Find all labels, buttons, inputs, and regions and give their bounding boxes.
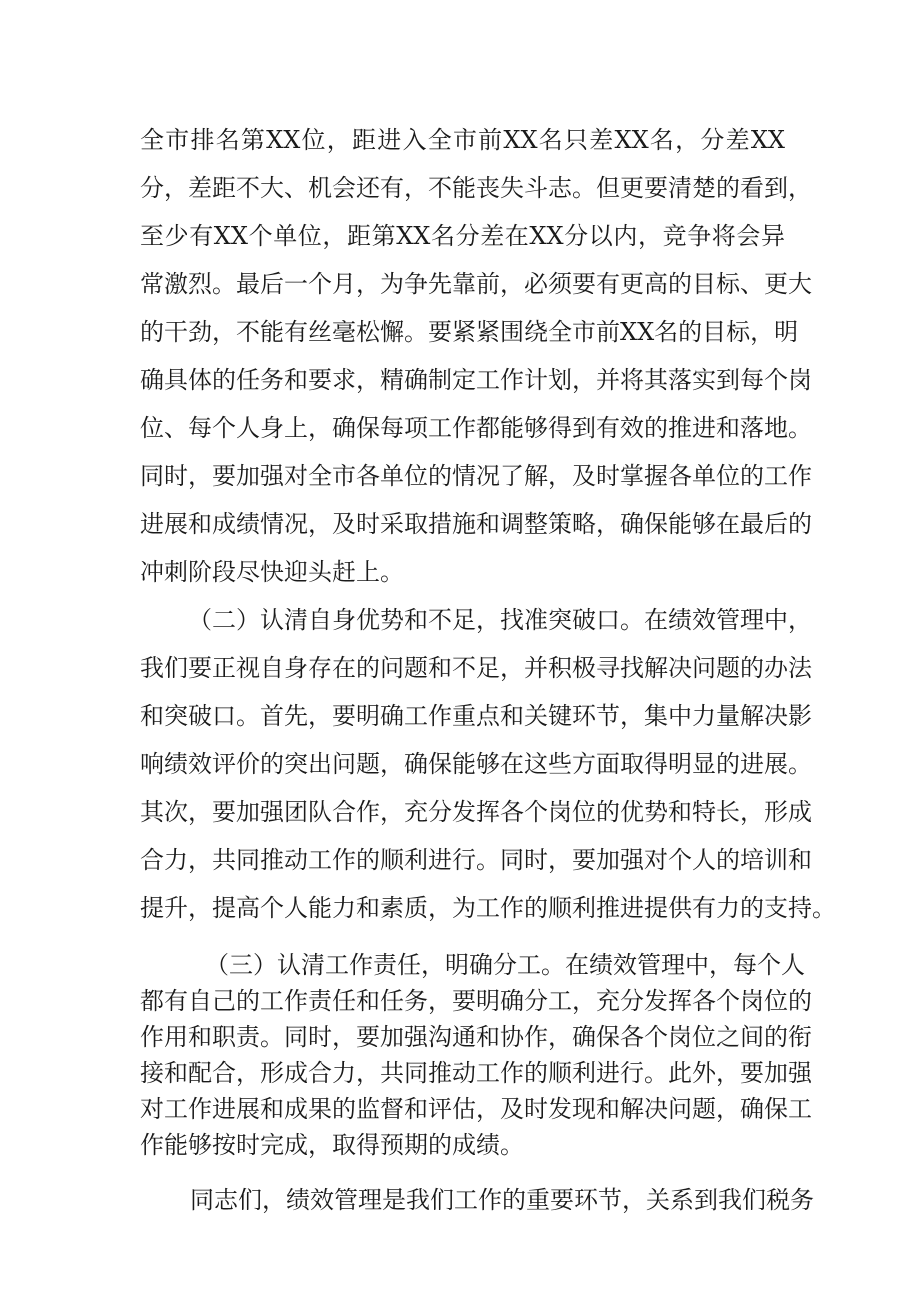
- text-line: 合力，共同推动工作的顺利进行。同时，要加强对个人的培训和: [140, 846, 812, 874]
- text-line: 作用和职责。同时，要加强沟通和协作，确保各个岗位之间的衔: [140, 1023, 812, 1051]
- text-line: 冲刺阶段尽快迎头赶上。: [140, 558, 404, 586]
- text-line: （三）认清工作责任，明确分工。在绩效管理中，每个人: [205, 951, 805, 979]
- text-line: 全市排名第XX位，距进入全市前XX名只差XX名，分差XX: [140, 126, 785, 154]
- text-line: 的干劲，不能有丝毫松懈。要紧紧围绕全市前XX名的目标，明: [140, 318, 799, 346]
- text-line: 常激烈。最后一个月，为争先靠前，必须要有更高的目标、更大: [140, 270, 812, 298]
- text-line: 同志们，绩效管理是我们工作的重要环节，关系到我们税务: [190, 1186, 814, 1214]
- text-line: 位、每个人身上，确保每项工作都能够得到有效的推进和落地。: [140, 414, 812, 442]
- text-line: 确具体的任务和要求，精确制定工作计划，并将其落实到每个岗: [140, 366, 812, 394]
- text-line: 我们要正视自身存在的问题和不足，并积极寻找解决问题的办法: [140, 654, 812, 682]
- text-line: 响绩效评价的突出问题，确保能够在这些方面取得明显的进展。: [140, 750, 812, 778]
- text-line: 对工作进展和成果的监督和评估，及时发现和解决问题，确保工: [140, 1095, 812, 1123]
- text-line: 作能够按时完成，取得预期的成绩。: [140, 1131, 524, 1159]
- text-line: 和突破口。首先，要明确工作重点和关键环节，集中力量解决影: [140, 702, 812, 730]
- text-line: 分，差距不大、机会还有，不能丧失斗志。但更要清楚的看到，: [140, 174, 812, 202]
- text-line: 其次，要加强团队合作，充分发挥各个岗位的优势和特长，形成: [140, 798, 812, 826]
- text-line: （二）认清自身优势和不足，找准突破口。在绩效管理中，: [188, 606, 812, 634]
- text-line: 进展和成绩情况，及时采取措施和调整策略，确保能够在最后的: [140, 510, 812, 538]
- text-line: 都有自己的工作责任和任务，要明确分工，充分发挥各个岗位的: [140, 987, 812, 1015]
- text-line: 提升，提高个人能力和素质，为工作的顺利推进提供有力的支持。: [140, 894, 836, 922]
- text-line: 同时，要加强对全市各单位的情况了解，及时掌握各单位的工作: [140, 462, 812, 490]
- text-line: 至少有XX个单位，距第XX名分差在XX分以内，竞争将会异: [140, 222, 785, 250]
- text-line: 接和配合，形成合力，共同推动工作的顺利进行。此外，要加强: [140, 1059, 812, 1087]
